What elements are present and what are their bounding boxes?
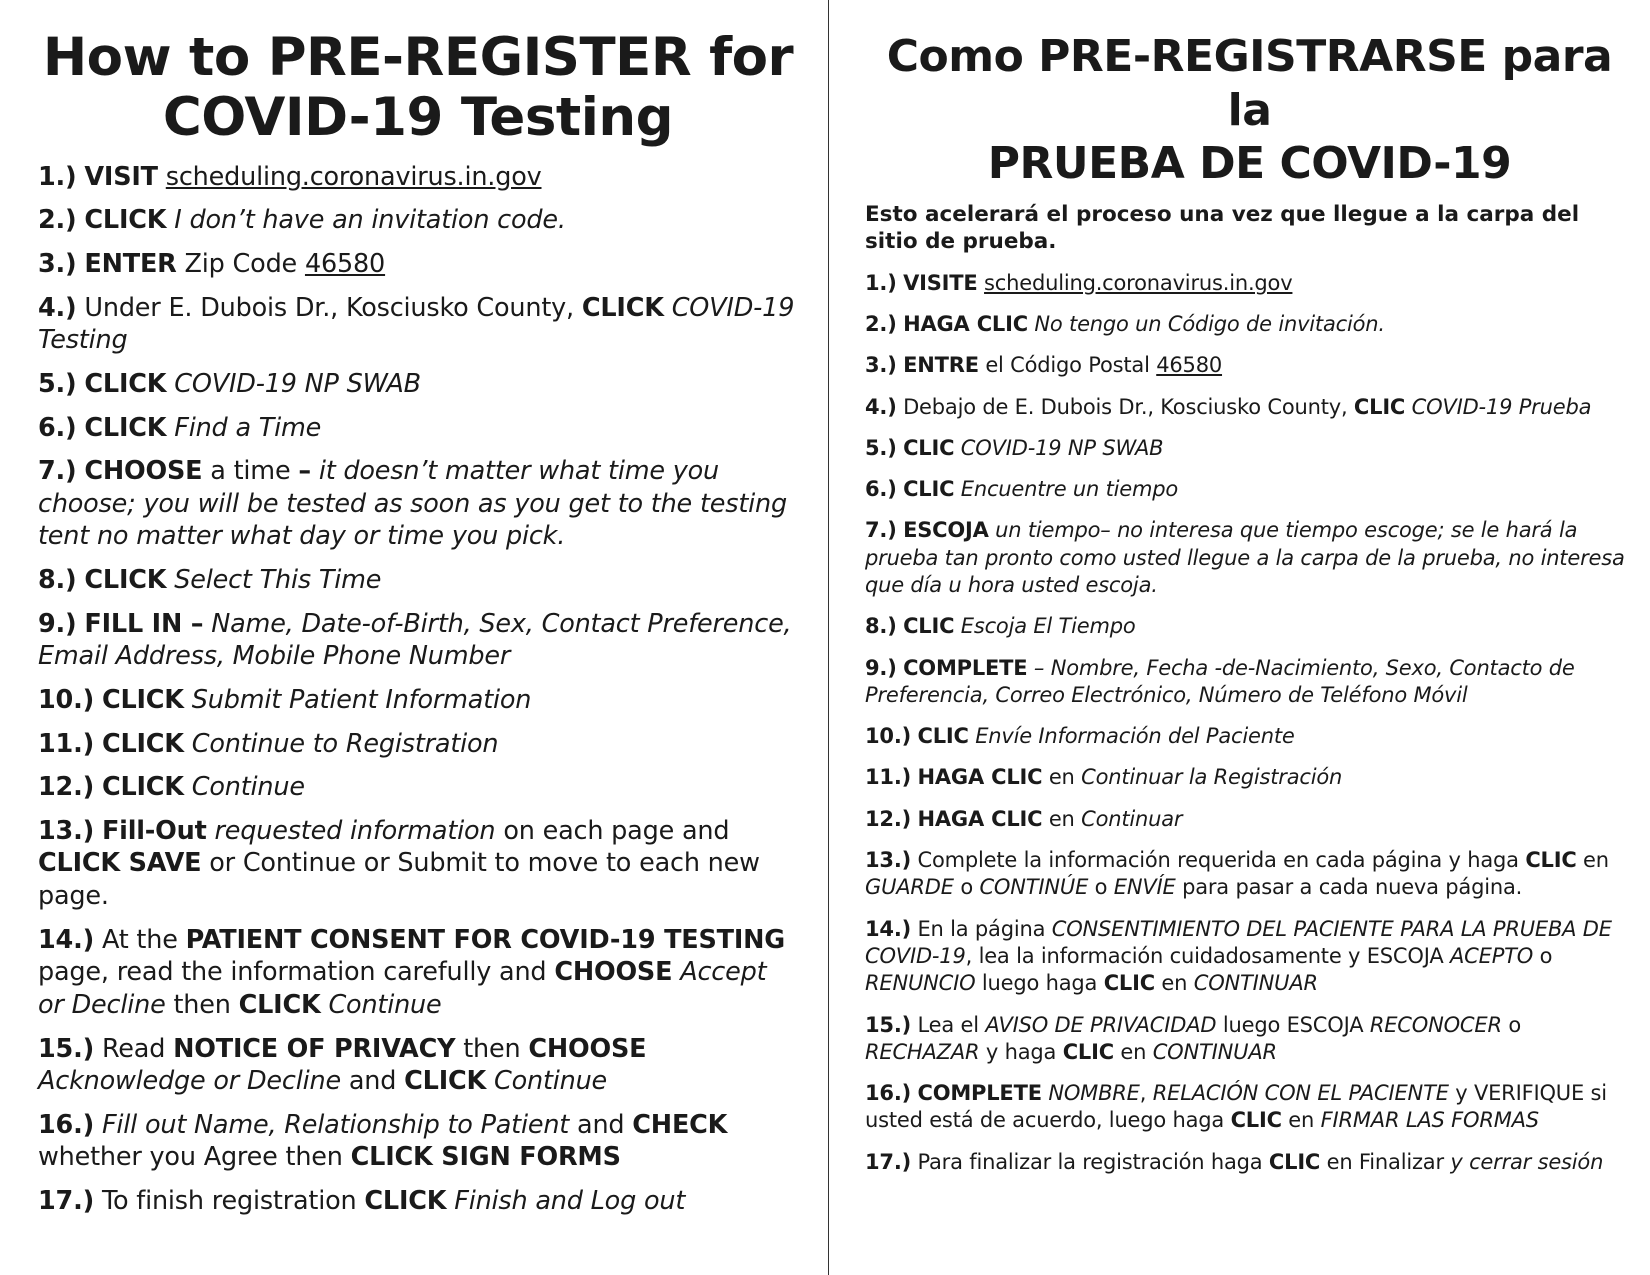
english-steps xyxy=(38,161,798,1218)
spanish-step-5: 5.) CLIC COVID-19 NP SWAB xyxy=(865,435,1164,460)
spanish-title xyxy=(865,30,1634,191)
spanish-step-10: 10.) CLIC Envíe Información del Paciente xyxy=(865,724,1295,749)
scheduling-link[interactable]: scheduling.coronavirus.in.gov xyxy=(984,270,1293,295)
spanish-title-line2: PRUEBA DE COVID-19 xyxy=(987,138,1512,190)
english-step-14: 14.) At the PATIENT CONSENT FOR COVID-19 TESTING page, read the information carefully and CHOOSE Accept or Decline then CLICK Continue xyxy=(38,924,786,1020)
spanish-step-4: 4.) Debajo de E. Dubois Dr., Kosciusko County, CLIC COVID-19 Prueba xyxy=(865,394,1592,419)
english-step-13: 13.) Fill-Out requested information on each page and CLICK SAVE or Continue or Submit to move to each new page. xyxy=(38,815,760,912)
english-step-2: 2.) CLICK I don’t have an invitation code. xyxy=(38,205,566,236)
english-title-line1: How to PRE-REGISTER for xyxy=(42,27,794,88)
spanish-step-13: 13.) Complete la información requerida en cada página y haga CLIC en GUARDE o CONTINÚE o ENVÍE para pasar a cada nueva página. xyxy=(865,848,1609,900)
spanish-step-6: 6.) CLIC Encuentre un tiempo xyxy=(865,477,1179,502)
english-step-16: 16.) Fill out Name, Relationship to Patient and CHECK whether you Agree then CLICK SIGN FORMS xyxy=(38,1109,728,1173)
zip-code: 46580 xyxy=(304,249,386,280)
english-step-10: 10.) CLICK Submit Patient Information xyxy=(38,684,532,715)
spanish-step-15: 15.) Lea el AVISO DE PRIVACIDAD luego ESCOJA RECONOCER o RECHAZAR y haga CLIC en CONTINUAR xyxy=(865,1012,1521,1064)
spanish-step-14: 14.) En la página CONSENTIMIENTO DEL PACIENTE PARA LA PRUEBA DE COVID-19, lea la información cuidadosamente y ESCOJA ACEPTO o RENUNCIO luego haga CLIC en CONTINUAR xyxy=(865,916,1612,996)
spanish-step-17: 17.) Para finalizar la registración haga CLIC en Finalizar y cerrar sesión xyxy=(865,1149,1604,1174)
spanish-step-3: 3.) ENTRE el Código Postal 46580 xyxy=(865,353,1223,378)
spanish-step-9: 9.) COMPLETE – Nombre, Fecha -de-Nacimiento, Sexo, Contacto de Preferencia, Correo Electrónico, Número de Teléfono Móvil xyxy=(865,655,1575,707)
spanish-intro: Esto acelerará el proceso una vez que llegue a la carpa del sitio de prueba. xyxy=(865,202,1580,255)
english-column xyxy=(0,0,828,1229)
zip-code: 46580 xyxy=(1156,353,1223,378)
english-title xyxy=(38,28,798,149)
english-title-line2: COVID-19 Testing xyxy=(162,87,674,149)
english-step-5: 5.) CLICK COVID-19 NP SWAB xyxy=(38,368,421,399)
spanish-steps xyxy=(865,270,1634,1176)
english-step-12: 12.) CLICK Continue xyxy=(38,772,305,803)
spanish-step-2: 2.) HAGA CLIC No tengo un Código de invitación. xyxy=(865,311,1385,336)
english-step-9: 9.) FILL IN – Name, Date-of-Birth, Sex, Contact Preference, Email Address, Mobile Phone Number xyxy=(38,608,792,672)
spanish-step-11: 11.) HAGA CLIC en Continuar la Registración xyxy=(865,765,1343,790)
english-step-11: 11.) CLICK Continue to Registration xyxy=(38,728,499,759)
english-step-7: 7.) CHOOSE a time – it doesn’t matter what time you choose; you will be tested as soon as you get to the testing tent no matter what day or time you pick. xyxy=(38,456,787,552)
english-step-3: 3.) ENTER Zip Code 46580 xyxy=(38,249,386,280)
spanish-step-12: 12.) HAGA CLIC en Continuar xyxy=(865,806,1183,831)
english-step-1: 1.) VISIT scheduling.coronavirus.in.gov xyxy=(38,161,542,192)
spanish-step-16: 16.) COMPLETE NOMBRE, RELACIÓN CON EL PACIENTE y VERIFIQUE si usted está de acuerdo, luego haga CLIC en FIRMAR LAS FORMAS xyxy=(865,1081,1607,1133)
english-step-6: 6.) CLICK Find a Time xyxy=(38,412,322,443)
english-step-4: 4.) Under E. Dubois Dr., Kosciusko County, CLICK COVID-19 Testing xyxy=(38,292,795,356)
english-step-8: 8.) CLICK Select This Time xyxy=(38,565,382,596)
spanish-column xyxy=(829,0,1650,1190)
spanish-title-line1: Como PRE-REGISTRARSE para la xyxy=(886,31,1613,136)
english-step-17: 17.) To finish registration CLICK Finish and Log out xyxy=(38,1186,686,1217)
scheduling-link[interactable]: scheduling.coronavirus.in.gov xyxy=(165,161,542,192)
spanish-step-7: 7.) ESCOJA un tiempo– no interesa que tiempo escoge; se le hará la prueba tan pronto como usted llegue a la carpa de la prueba, no interesa que día u hora usted escoja. xyxy=(865,518,1625,597)
spanish-step-8: 8.) CLIC Escoja El Tiempo xyxy=(865,614,1136,639)
english-step-15: 15.) Read NOTICE OF PRIVACY then CHOOSE Acknowledge or Decline and CLICK Continue xyxy=(38,1033,647,1097)
spanish-step-1: 1.) VISITE scheduling.coronavirus.in.gov xyxy=(865,270,1293,295)
